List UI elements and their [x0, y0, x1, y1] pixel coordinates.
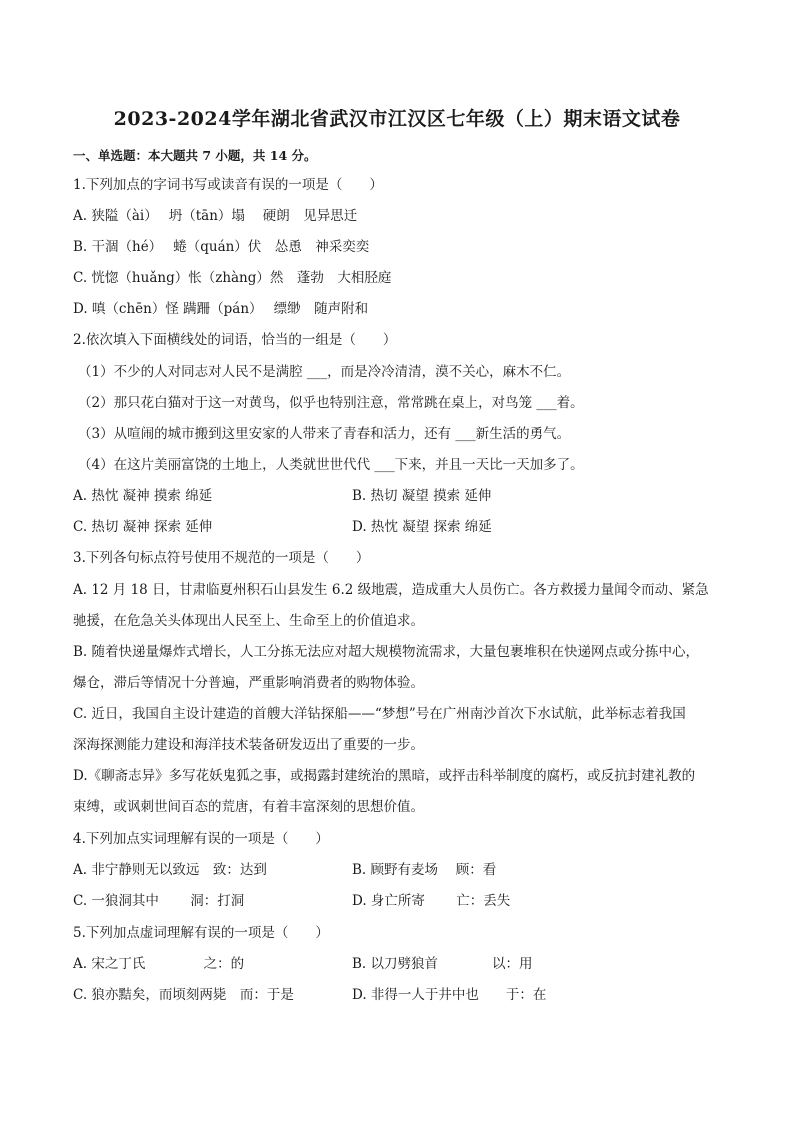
question-3-option-a-line-1: A. 12 月 18 日，甘肃临夏州积石山县发生 6.2 级地震，造成重大人员伤亡。各方救援力量闻令而动、紧急	[73, 582, 709, 598]
question-3-option-b-line-1: B. 随着快递量爆炸式增长，人工分拣无法应对超大规模物流需求，大量包裹堆积在快递网点或分拣中心，	[73, 644, 700, 660]
exam-title: 2023-2024学年湖北省武汉市江汉区七年级（上）期末语文试卷	[113, 108, 681, 130]
question-3-stem: 3.下列各句标点符号使用不规范的一项是（ ）	[73, 550, 370, 566]
question-3-option-d-line-2: 束缚，或讽刺世间百态的荒唐，有着丰富深刻的思想价值。	[73, 799, 424, 815]
question-2-option-c: C. 热切 凝神 探索 延伸	[73, 519, 213, 535]
question-3-option-c-line-2: 深海探测能力建设和海洋技术装备研发迈出了重要的一步。	[73, 737, 424, 753]
question-1-option-a: A. 狭隘（ài） 坍（tān）塌 硬朗 见异思迁	[73, 208, 358, 224]
question-4-option-a: A. 非宁静则无以致远 致：达到	[73, 862, 267, 878]
question-2-stem: 2.依次填入下面横线处的词语，恰当的一组是（ ）	[73, 332, 397, 348]
question-2-sentence-2: （2）那只花白猫对于这一对黄鸟，似乎也特别注意，常常跳在桌上，对鸟笼 ___着。	[78, 395, 584, 411]
question-2-option-d: D. 热忱 凝望 探索 绵延	[352, 519, 492, 535]
question-5-option-b: B. 以刀劈狼首 以：用	[352, 956, 533, 972]
question-4-option-b: B. 顾野有麦场 顾：看	[352, 862, 497, 878]
question-3-option-d-line-1: D.《聊斋志异》多写花妖鬼狐之事，或揭露封建统治的黑暗，或抨击科举制度的腐朽，或反抗封建礼教的	[73, 768, 696, 784]
section-heading: 一、单选题：本大题共 7 小题，共 14 分。	[73, 148, 317, 163]
question-1-stem: 1.下列加点的字词书写或读音有误的一项是（ ）	[73, 177, 383, 193]
question-5-option-c: C. 狼亦黠矣，而顷刻两毙 而：于是	[73, 987, 294, 1003]
question-1-option-d: D. 嗔（chēn）怪 蹒跚（pán） 缥缈 随声附和	[73, 301, 369, 317]
question-5-option-d: D. 非得一人于井中也 于：在	[352, 987, 547, 1003]
question-3-option-a-line-2: 驰援，在危急关头体现出人民至上、生命至上的价值追求。	[73, 613, 424, 629]
question-3-option-b-line-2: 爆仓，滞后等情况十分普遍，严重影响消费者的购物体验。	[73, 675, 424, 691]
question-5-stem: 5.下列加点虚词理解有误的一项是（ ）	[73, 925, 329, 941]
question-1-option-b: B. 干涸（hé） 蜷（quán）伏 怂恿 神采奕奕	[73, 239, 370, 255]
question-2-sentence-4: （4）在这片美丽富饶的土地上，人类就世世代代 ___下来，并且一天比一天加多了。	[78, 457, 584, 473]
question-2-option-b: B. 热切 凝望 摸索 延伸	[352, 488, 492, 504]
question-4-option-c: C. 一狼洞其中 洞：打洞	[73, 893, 245, 909]
question-2-sentence-3: （3）从喧闹的城市搬到这里安家的人带来了青春和活力，还有 ___新生活的勇气。	[78, 426, 571, 442]
question-4-option-d: D. 身亡所寄 亡：丢失	[352, 893, 511, 909]
question-1-option-c: C. 恍惚（huǎng）怅（zhàng）然 蓬勃 大相胫庭	[73, 270, 392, 286]
question-2-sentence-1: （1）不少的人对同志对人民不是满腔 ___，而是冷冷清清，漠不关心，麻木不仁。	[78, 364, 571, 380]
question-5-option-a: A. 宋之丁氏 之：的	[73, 956, 245, 972]
question-2-option-a: A. 热忱 凝神 摸索 绵延	[73, 488, 213, 504]
question-4-stem: 4.下列加点实词理解有误的一项是（ ）	[73, 831, 329, 847]
question-3-option-c-line-1: C. 近日，我国自主设计建造的首艘大洋钻探船——“梦想”号在广州南沙首次下水试航，此举标志着我国	[73, 706, 686, 722]
